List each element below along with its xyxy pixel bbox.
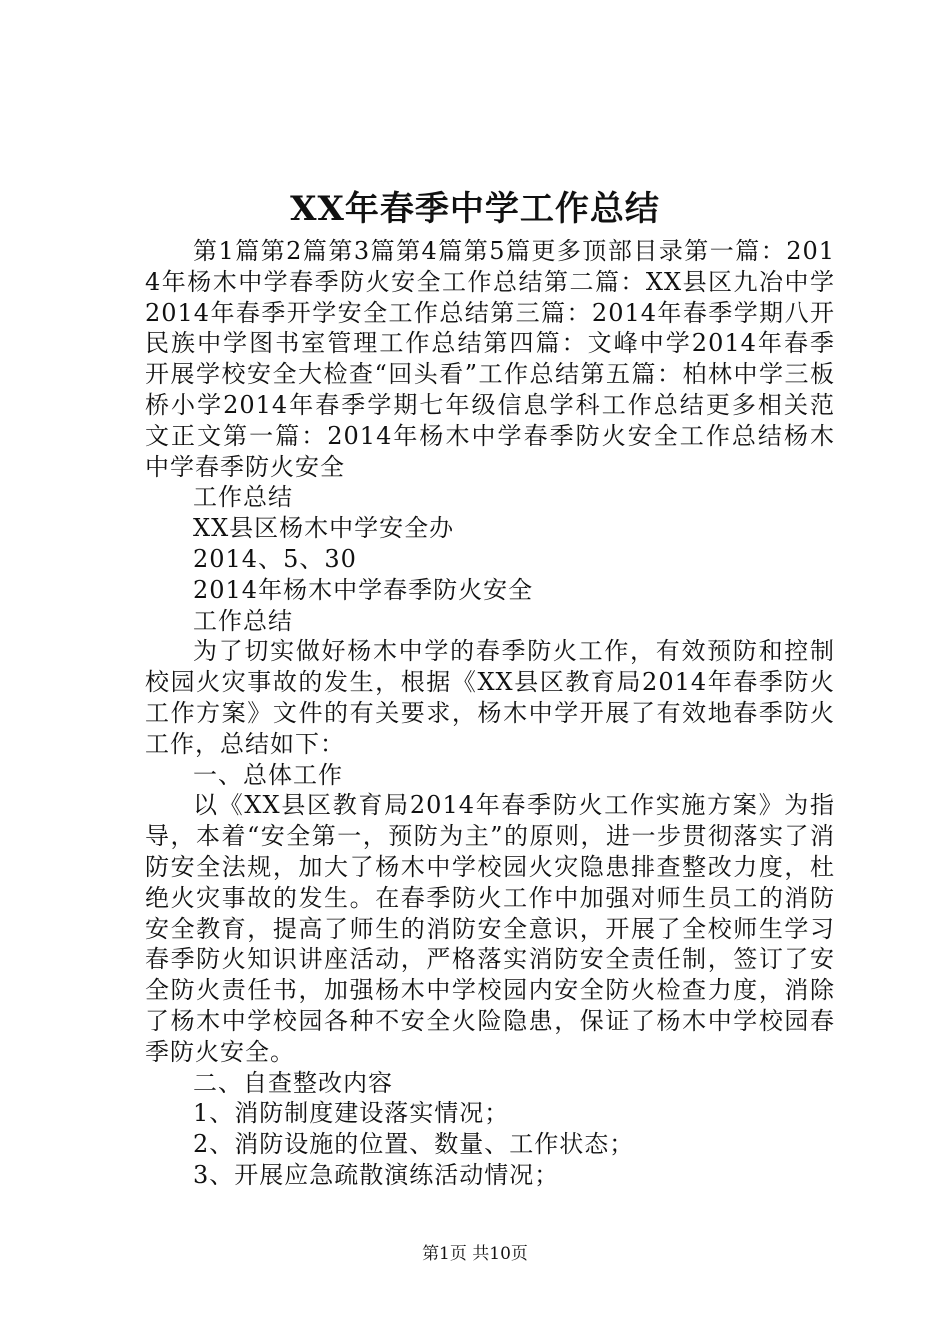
paragraph-section-1-body: 以《XX县区教育局2014年春季防火工作实施方案》为指导，本着“安全第一，预防为主”的原则，进一步贯彻落实了消防安全法规，加大了杨木中学校园火灾隐患排查整改力度，杜绝火灾事故的发生。在春季防火工作中加强对师生员工的消防安全教育，提高了师生的消防安全意识，开展了全校师生学习春季防火知识讲座活动，严格落实消防安全责任制，签订了安全防火责任书，加强杨木中学校园内安全防火检查力度，消除了杨木中学校园各种不安全火险隐患，保证了杨木中学校园春季防火安全。 [145,791,835,1066]
paragraph-section-1-heading: 一、总体工作 [193,760,343,789]
paragraph-date: 2014、5、30 [193,544,357,573]
paragraph-heading-work-summary: 工作总结 [193,483,293,512]
paragraph-toc: 第1篇第2篇第3篇第4篇第5篇更多顶部目录第一篇：2014年杨木中学春季防火安全工作总结第二篇：XX县区九冶中学2014年春季开学安全工作总结第三篇：2014年春季学期八开民族中学图书室管理工作总结第四篇：文峰中学2014年春季开展学校安全大检查“回头看”工作总结第五篇：柏林中学三板桥小学2014年春季学期七年级信息学科工作总结更多相关范文正文第一篇：2014年杨木中学春季防火安全工作总结杨木中学春季防火安全 [145,237,835,481]
page-footer: 第1页 共10页 [422,1244,528,1264]
document-body [145,236,835,1191]
paragraph-item-3: 3、开展应急疏散演练活动情况； [193,1160,560,1189]
document-title: XX年春季中学工作总结 [290,189,660,229]
paragraph-heading-work-summary-2: 工作总结 [193,606,293,635]
paragraph-section-2-heading: 二、自查整改内容 [193,1068,393,1097]
paragraph-intro: 为了切实做好杨木中学的春季防火工作，有效预防和控制校园火灾事故的发生，根据《XX县区教育局2014年春季防火工作方案》文件的有关要求，杨木中学开展了有效地春季防火工作，总结如下： [145,637,835,758]
paragraph-subtitle: 2014年杨木中学春季防火安全 [193,575,534,604]
paragraph-office: XX县区杨木中学安全办 [193,514,455,543]
paragraph-item-1: 1、消防制度建设落实情况； [193,1099,510,1128]
paragraph-item-2: 2、消防设施的位置、数量、工作状态； [193,1130,635,1159]
